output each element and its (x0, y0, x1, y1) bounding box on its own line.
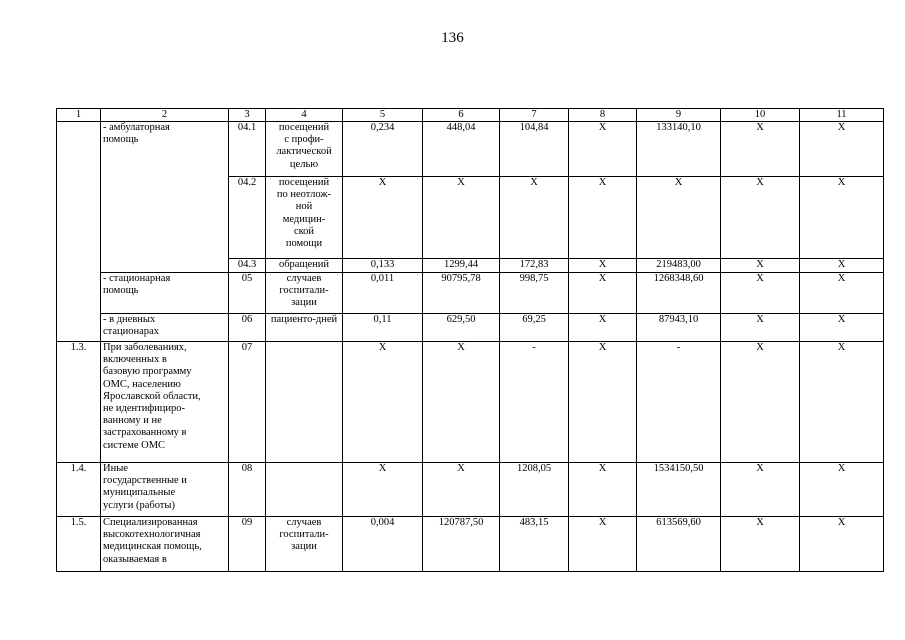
cell-col8: X (569, 177, 637, 259)
table-row (57, 517, 884, 572)
row-code-cell: 05 (229, 273, 266, 314)
cell-col7: - (500, 342, 569, 463)
row-code-cell: 07 (229, 342, 266, 463)
cell-col10: X (721, 273, 800, 314)
cell-col11: X (800, 342, 884, 463)
row-number-cell: 1.5. (57, 517, 101, 572)
cell-col7: 483,15 (500, 517, 569, 572)
row-code-cell: 08 (229, 463, 266, 517)
row-unit-cell: посещений с профи- лактической целью (266, 122, 343, 177)
cell-col9: 1534150,50 (637, 463, 721, 517)
col-header-3: 3 (229, 109, 266, 122)
cell-col11: X (800, 177, 884, 259)
cell-col8: X (569, 122, 637, 177)
cell-col7: 69,25 (500, 314, 569, 342)
cell-col5: X (343, 463, 423, 517)
cell-col10: X (721, 463, 800, 517)
cell-col5: X (343, 342, 423, 463)
row-unit-cell: пациенто-дней (266, 314, 343, 342)
row-unit-cell: посещений по неотлож- ной медицин- ской помощи (266, 177, 343, 259)
cell-col6: X (423, 177, 500, 259)
cell-col10: X (721, 314, 800, 342)
cell-col10: X (721, 259, 800, 273)
cell-col9: 219483,00 (637, 259, 721, 273)
page-number: 136 (441, 30, 464, 46)
col-header-4: 4 (266, 109, 343, 122)
cell-col11: X (800, 259, 884, 273)
cell-col5: 0,011 (343, 273, 423, 314)
col-header-5: 5 (343, 109, 423, 122)
col-header-6: 6 (423, 109, 500, 122)
cell-col7: 172,83 (500, 259, 569, 273)
row-code-cell: 04.3 (229, 259, 266, 273)
row-name-cell: - стационарная помощь (101, 273, 229, 314)
row-unit-cell: случаев госпитали- зации (266, 517, 343, 572)
table-row (57, 463, 884, 517)
cell-col6: X (423, 463, 500, 517)
cell-col7: 104,84 (500, 122, 569, 177)
cell-col6: 1299,44 (423, 259, 500, 273)
row-name-cell: - в дневных стационарах (101, 314, 229, 342)
cell-col5: 0,11 (343, 314, 423, 342)
table-row (57, 342, 884, 463)
cell-col10: X (721, 122, 800, 177)
row-unit-cell (266, 342, 343, 463)
row-name-cell: Иные государственные и муниципальные услуги (работы) (101, 463, 229, 517)
cell-col9: - (637, 342, 721, 463)
cell-col6: 448,04 (423, 122, 500, 177)
cell-col11: X (800, 122, 884, 177)
cell-col6: 629,50 (423, 314, 500, 342)
row-number-cell: 1.3. (57, 342, 101, 463)
cell-col8: X (569, 259, 637, 273)
row-unit-cell (266, 463, 343, 517)
header-row (57, 109, 884, 122)
col-header-9: 9 (637, 109, 721, 122)
cell-col11: X (800, 273, 884, 314)
row-code-cell: 06 (229, 314, 266, 342)
row-name-cell: - амбулаторная помощь (101, 122, 229, 273)
cell-col8: X (569, 314, 637, 342)
cell-col7: 1208,05 (500, 463, 569, 517)
cell-col8: X (569, 273, 637, 314)
row-number-cell (57, 122, 101, 342)
cell-col6: 120787,50 (423, 517, 500, 572)
cell-col5: 0,234 (343, 122, 423, 177)
table-row (57, 273, 884, 314)
col-header-8: 8 (569, 109, 637, 122)
row-name-cell: Специализированная высокотехнологичная медицинская помощь, оказываемая в (101, 517, 229, 572)
cell-col10: X (721, 177, 800, 259)
cell-col5: X (343, 177, 423, 259)
data-table (56, 108, 884, 572)
col-header-2: 2 (101, 109, 229, 122)
cell-col9: 87943,10 (637, 314, 721, 342)
cell-col10: X (721, 342, 800, 463)
cell-col7: X (500, 177, 569, 259)
table-row (57, 314, 884, 342)
cell-col5: 0,004 (343, 517, 423, 572)
cell-col7: 998,75 (500, 273, 569, 314)
cell-col9: 613569,60 (637, 517, 721, 572)
col-header-11: 11 (800, 109, 884, 122)
row-code-cell: 09 (229, 517, 266, 572)
cell-col9: 133140,10 (637, 122, 721, 177)
cell-col5: 0,133 (343, 259, 423, 273)
cell-col11: X (800, 517, 884, 572)
cell-col6: 90795,78 (423, 273, 500, 314)
col-header-10: 10 (721, 109, 800, 122)
row-name-cell: При заболеваниях, включенных в базовую программу ОМС, населению Ярославской области, не идентифициро- ванному и не застрахованному в системе ОМС (101, 342, 229, 463)
row-number-cell: 1.4. (57, 463, 101, 517)
col-header-7: 7 (500, 109, 569, 122)
table-row (57, 122, 884, 177)
cell-col10: X (721, 517, 800, 572)
row-unit-cell: случаев госпитали- зации (266, 273, 343, 314)
cell-col8: X (569, 463, 637, 517)
row-unit-cell: обращений (266, 259, 343, 273)
row-code-cell: 04.1 (229, 122, 266, 177)
row-code-cell: 04.2 (229, 177, 266, 259)
cell-col6: X (423, 342, 500, 463)
cell-col9: 1268348,60 (637, 273, 721, 314)
cell-col8: X (569, 517, 637, 572)
cell-col11: X (800, 314, 884, 342)
cell-col9: X (637, 177, 721, 259)
cell-col8: X (569, 342, 637, 463)
col-header-1: 1 (57, 109, 101, 122)
cell-col11: X (800, 463, 884, 517)
